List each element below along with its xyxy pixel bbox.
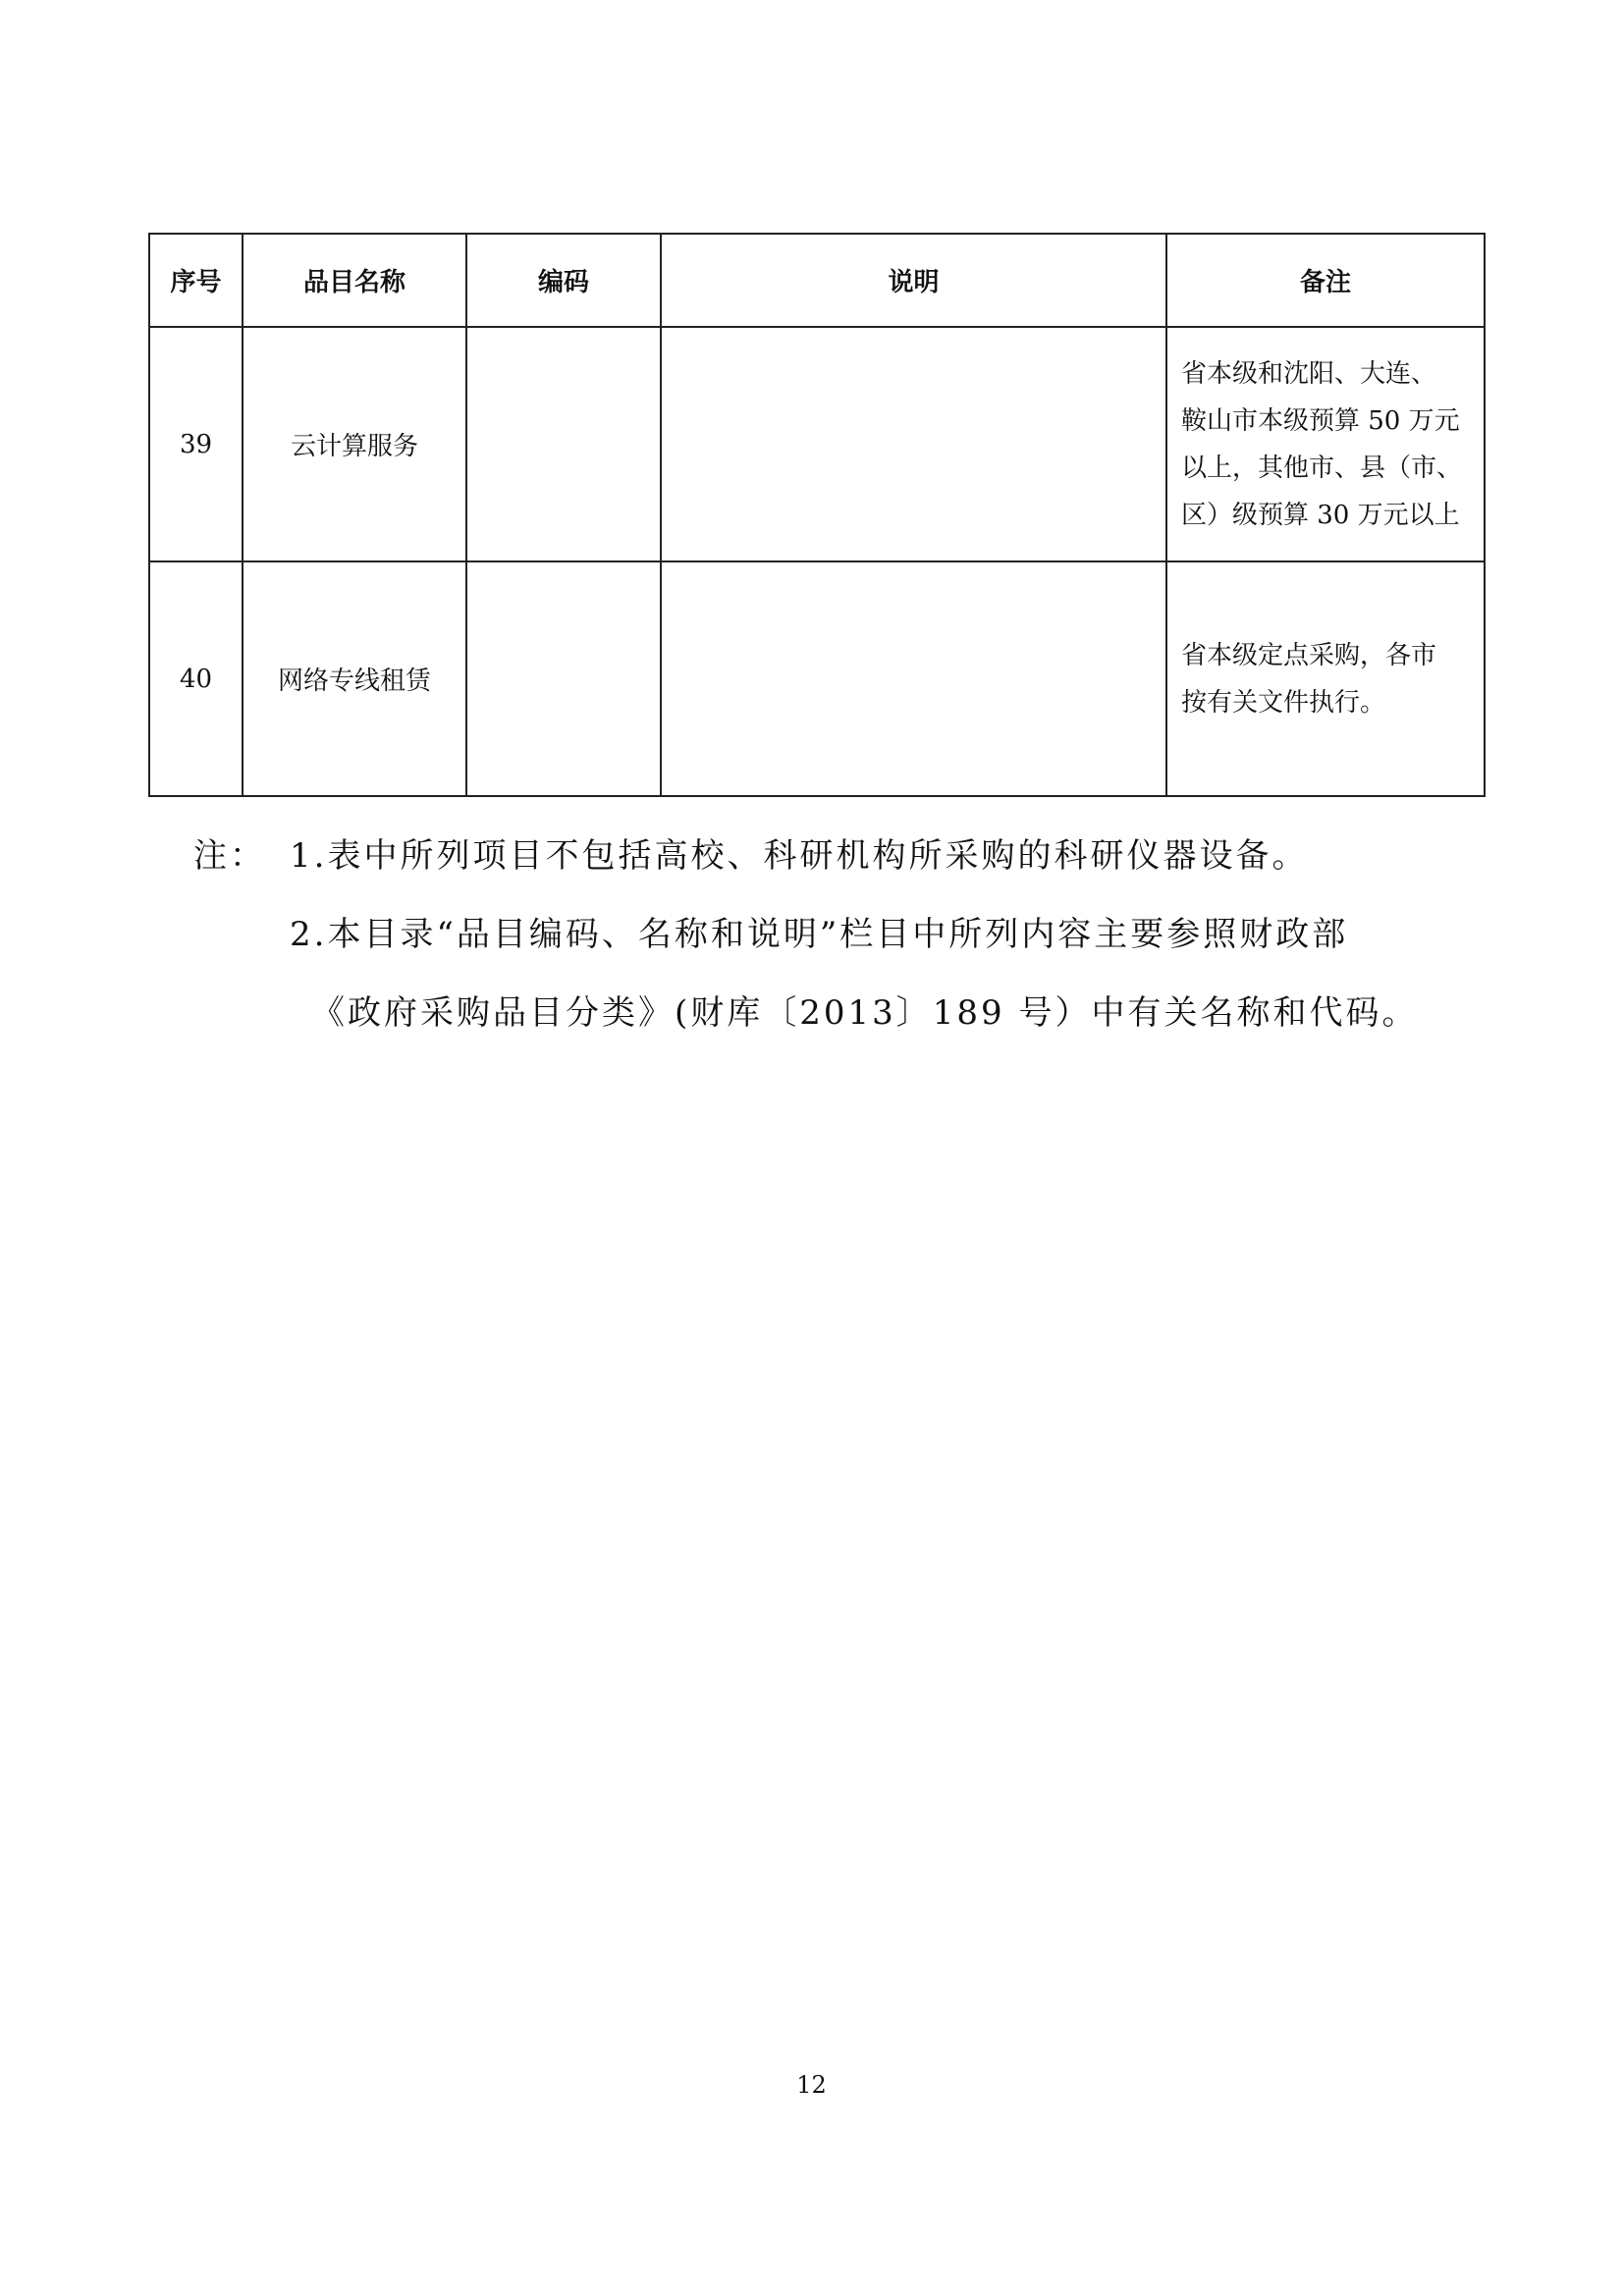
notes-section: [193, 817, 1489, 1052]
note-item-2-line-1: 2.本目录“品目编码、名称和说明”栏目中所列内容主要参照财政部: [290, 915, 1349, 954]
remark-line: 按有关文件执行。: [1181, 687, 1386, 718]
remark-line: 区）级预算 30 万元以上: [1181, 500, 1460, 530]
remark-line: 省本级定点采购，各市: [1181, 640, 1437, 670]
table-header-row: [149, 234, 1485, 327]
remark-line: 鞍山市本级预算 50 万元: [1181, 405, 1460, 436]
table-row: [149, 327, 1485, 561]
note-item-2-line-2: 《政府采购品目分类》(财库〔2013〕189 号）中有关名称和代码。: [311, 993, 1419, 1033]
header-seq: 序号: [149, 234, 243, 327]
procurement-catalog-table: [148, 233, 1486, 797]
row-code: [466, 327, 661, 561]
row-seq: 40: [149, 561, 243, 796]
note-line-2: [193, 895, 1489, 974]
header-code: 编码: [466, 234, 661, 327]
row-seq: 39: [149, 327, 243, 561]
header-name: 品目名称: [243, 234, 466, 327]
row-remark: [1166, 327, 1485, 561]
row-code: [466, 561, 661, 796]
page-number: 12: [796, 2071, 827, 2099]
row-name: 云计算服务: [243, 327, 466, 561]
remark-line: 以上，其他市、县（市、: [1181, 453, 1463, 483]
row-description: [661, 561, 1166, 796]
note-line-3: [193, 974, 1489, 1052]
table-row: [149, 561, 1485, 796]
remark-line: 省本级和沈阳、大连、: [1181, 358, 1437, 389]
note-line-1: [193, 817, 1489, 895]
row-description: [661, 327, 1166, 561]
header-description: 说明: [661, 234, 1166, 327]
row-name: 网络专线租赁: [243, 561, 466, 796]
notes-label: 注：: [193, 836, 266, 876]
header-remark: 备注: [1166, 234, 1485, 327]
note-item-1: 1.表中所列项目不包括高校、科研机构所采购的科研仪器设备。: [290, 836, 1309, 876]
row-remark: [1166, 561, 1485, 796]
